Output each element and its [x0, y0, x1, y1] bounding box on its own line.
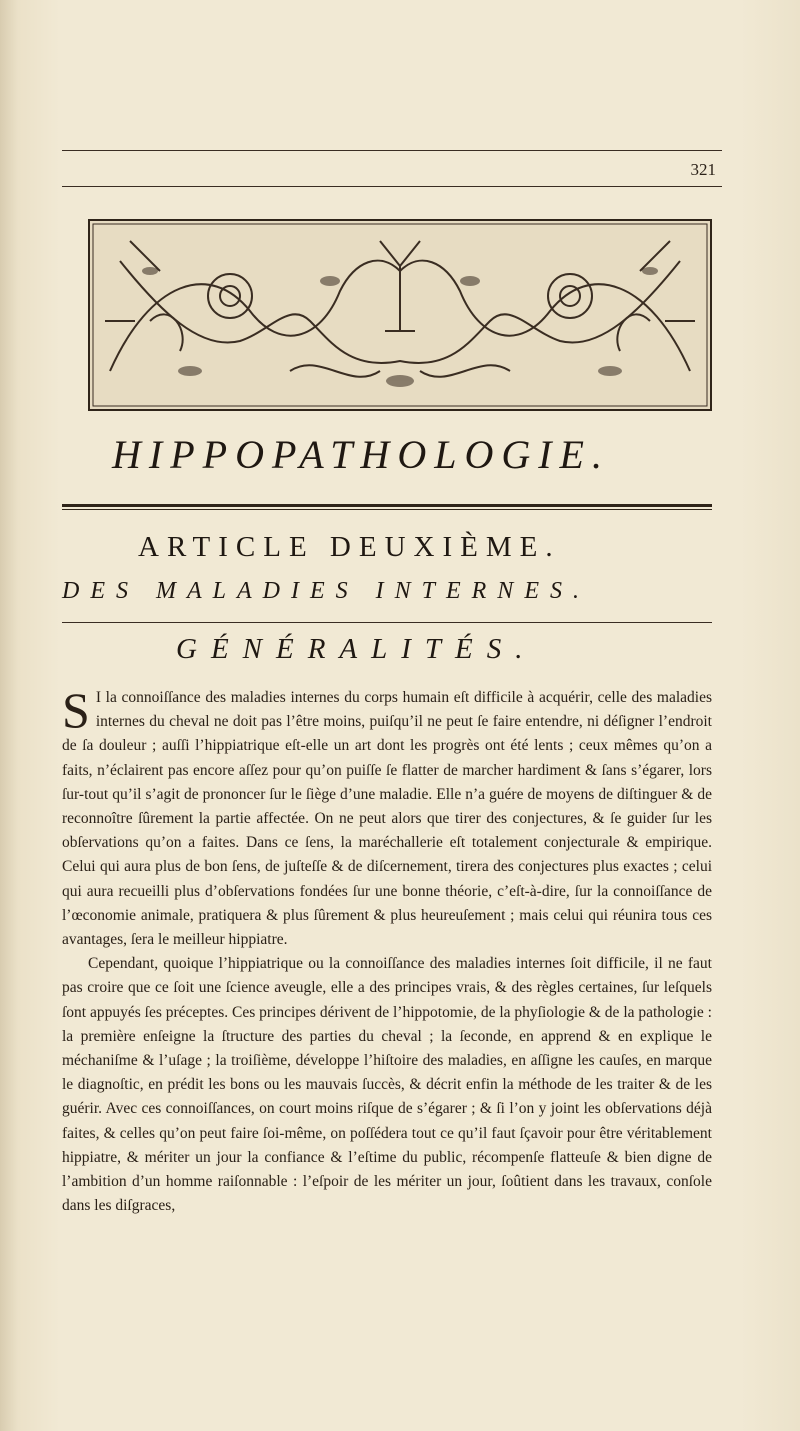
book-title: HIPPOPATHOLOGIE.: [112, 432, 610, 477]
header-rule-lower: [62, 186, 722, 187]
chapter-subtitle: DES MALADIES INTERNES.: [62, 578, 590, 604]
drop-cap: S: [62, 682, 90, 738]
article-heading: ARTICLE DEUXIÈME.: [138, 531, 561, 563]
paragraph-1: [62, 682, 712, 952]
paragraph-1-text: I la connoiſſance des maladies internes du corps humain eſt difficile à acquérir, celle des maladies internes du cheval ne doit pas l’être moins, puiſqu’il ne peut ſe faire entendre, ni déſigner l’endroit de ſa douleur ; auſſi l’hippiatrique eſt-elle un art dont les progrès ont été lents ; ceux mêmes qu’on a faits, n’éclairent pas encore aſſez pour qu’on puiſſe ſe flatter de marcher hardiment & ſans s’égarer, lors ſur-tout qu’il s’agit de prononcer ſur le ſiège d’une maladie. Elle n’a guére de moyens de diſtinguer & de reconnoître ſûrement la partie affectée. On ne peut alors que tirer des conjectures, & ſe guider ſur les obſervations qu’on a faites. Dans ce ſens, la maréchallerie eſt totalement conjecturale & empirique. Celui qui aura plus de bon ſens, de juſteſſe & de diſcernement, tirera des conjectures plus exactes ; celui qui aura recueilli plus d’obſervations fondées ſur une bonne théorie, c’eſt-à-dire, ſur la connoiſſance de l’œconomie animale, pratiquera & plus ſûrement & plus heureuſement ; mais celui qui réunira tous ces avantages, ſera le meilleur hippiatre.: [62, 689, 712, 949]
paragraph-2: Cependant, quoique l’hippiatrique ou la connoiſſance des maladies internes ſoit difficile, il ne faut pas croire que ce ſoit une ſcience aveugle, elle a des principes vrais, & des règles certaines, ſur leſquels ſont appuyés ſes préceptes. Ces principes dérivent de l’hippotomie, de la phyſiologie & de la pathologie : la première enſeigne la ſtructure des parties du cheval ; la ſeconde, en apprend & en explique le méchaniſme & l’uſage ; la troiſième, développe l’hiſtoire des maladies, en aſſigne les cauſes, en marque le diagnoſtic, en prédit les bons ou les mauvais ſuccès, & décrit enfin la méthode de les traiter & de les guérir. Avec ces connoiſſances, on court moins riſque de s’égarer ; & ſi l’on y joint les obſervations déjà faites, & celles qu’on peut faire ſoi-même, on poſſédera tout ce qu’il faut ſçavoir pour être véritablement hippiatre, & mériter un jour la confiance & l’eſtime du public, récompenſe flatteuſe & bien digne de l’ambition d’un homme raiſonnable : l’eſpoir de les mériter un jour, ſoûtient dans les travaux, conſole dans les diſgraces,: [62, 955, 712, 1215]
section-rule: [62, 622, 712, 623]
section-heading: GÉNÉRALITÉS.: [176, 633, 537, 665]
header-rule: [62, 150, 722, 151]
body-text: [62, 682, 712, 1218]
page-number: 321: [690, 160, 716, 179]
title-rule: [62, 504, 712, 510]
decorative-headpiece: [88, 219, 712, 411]
